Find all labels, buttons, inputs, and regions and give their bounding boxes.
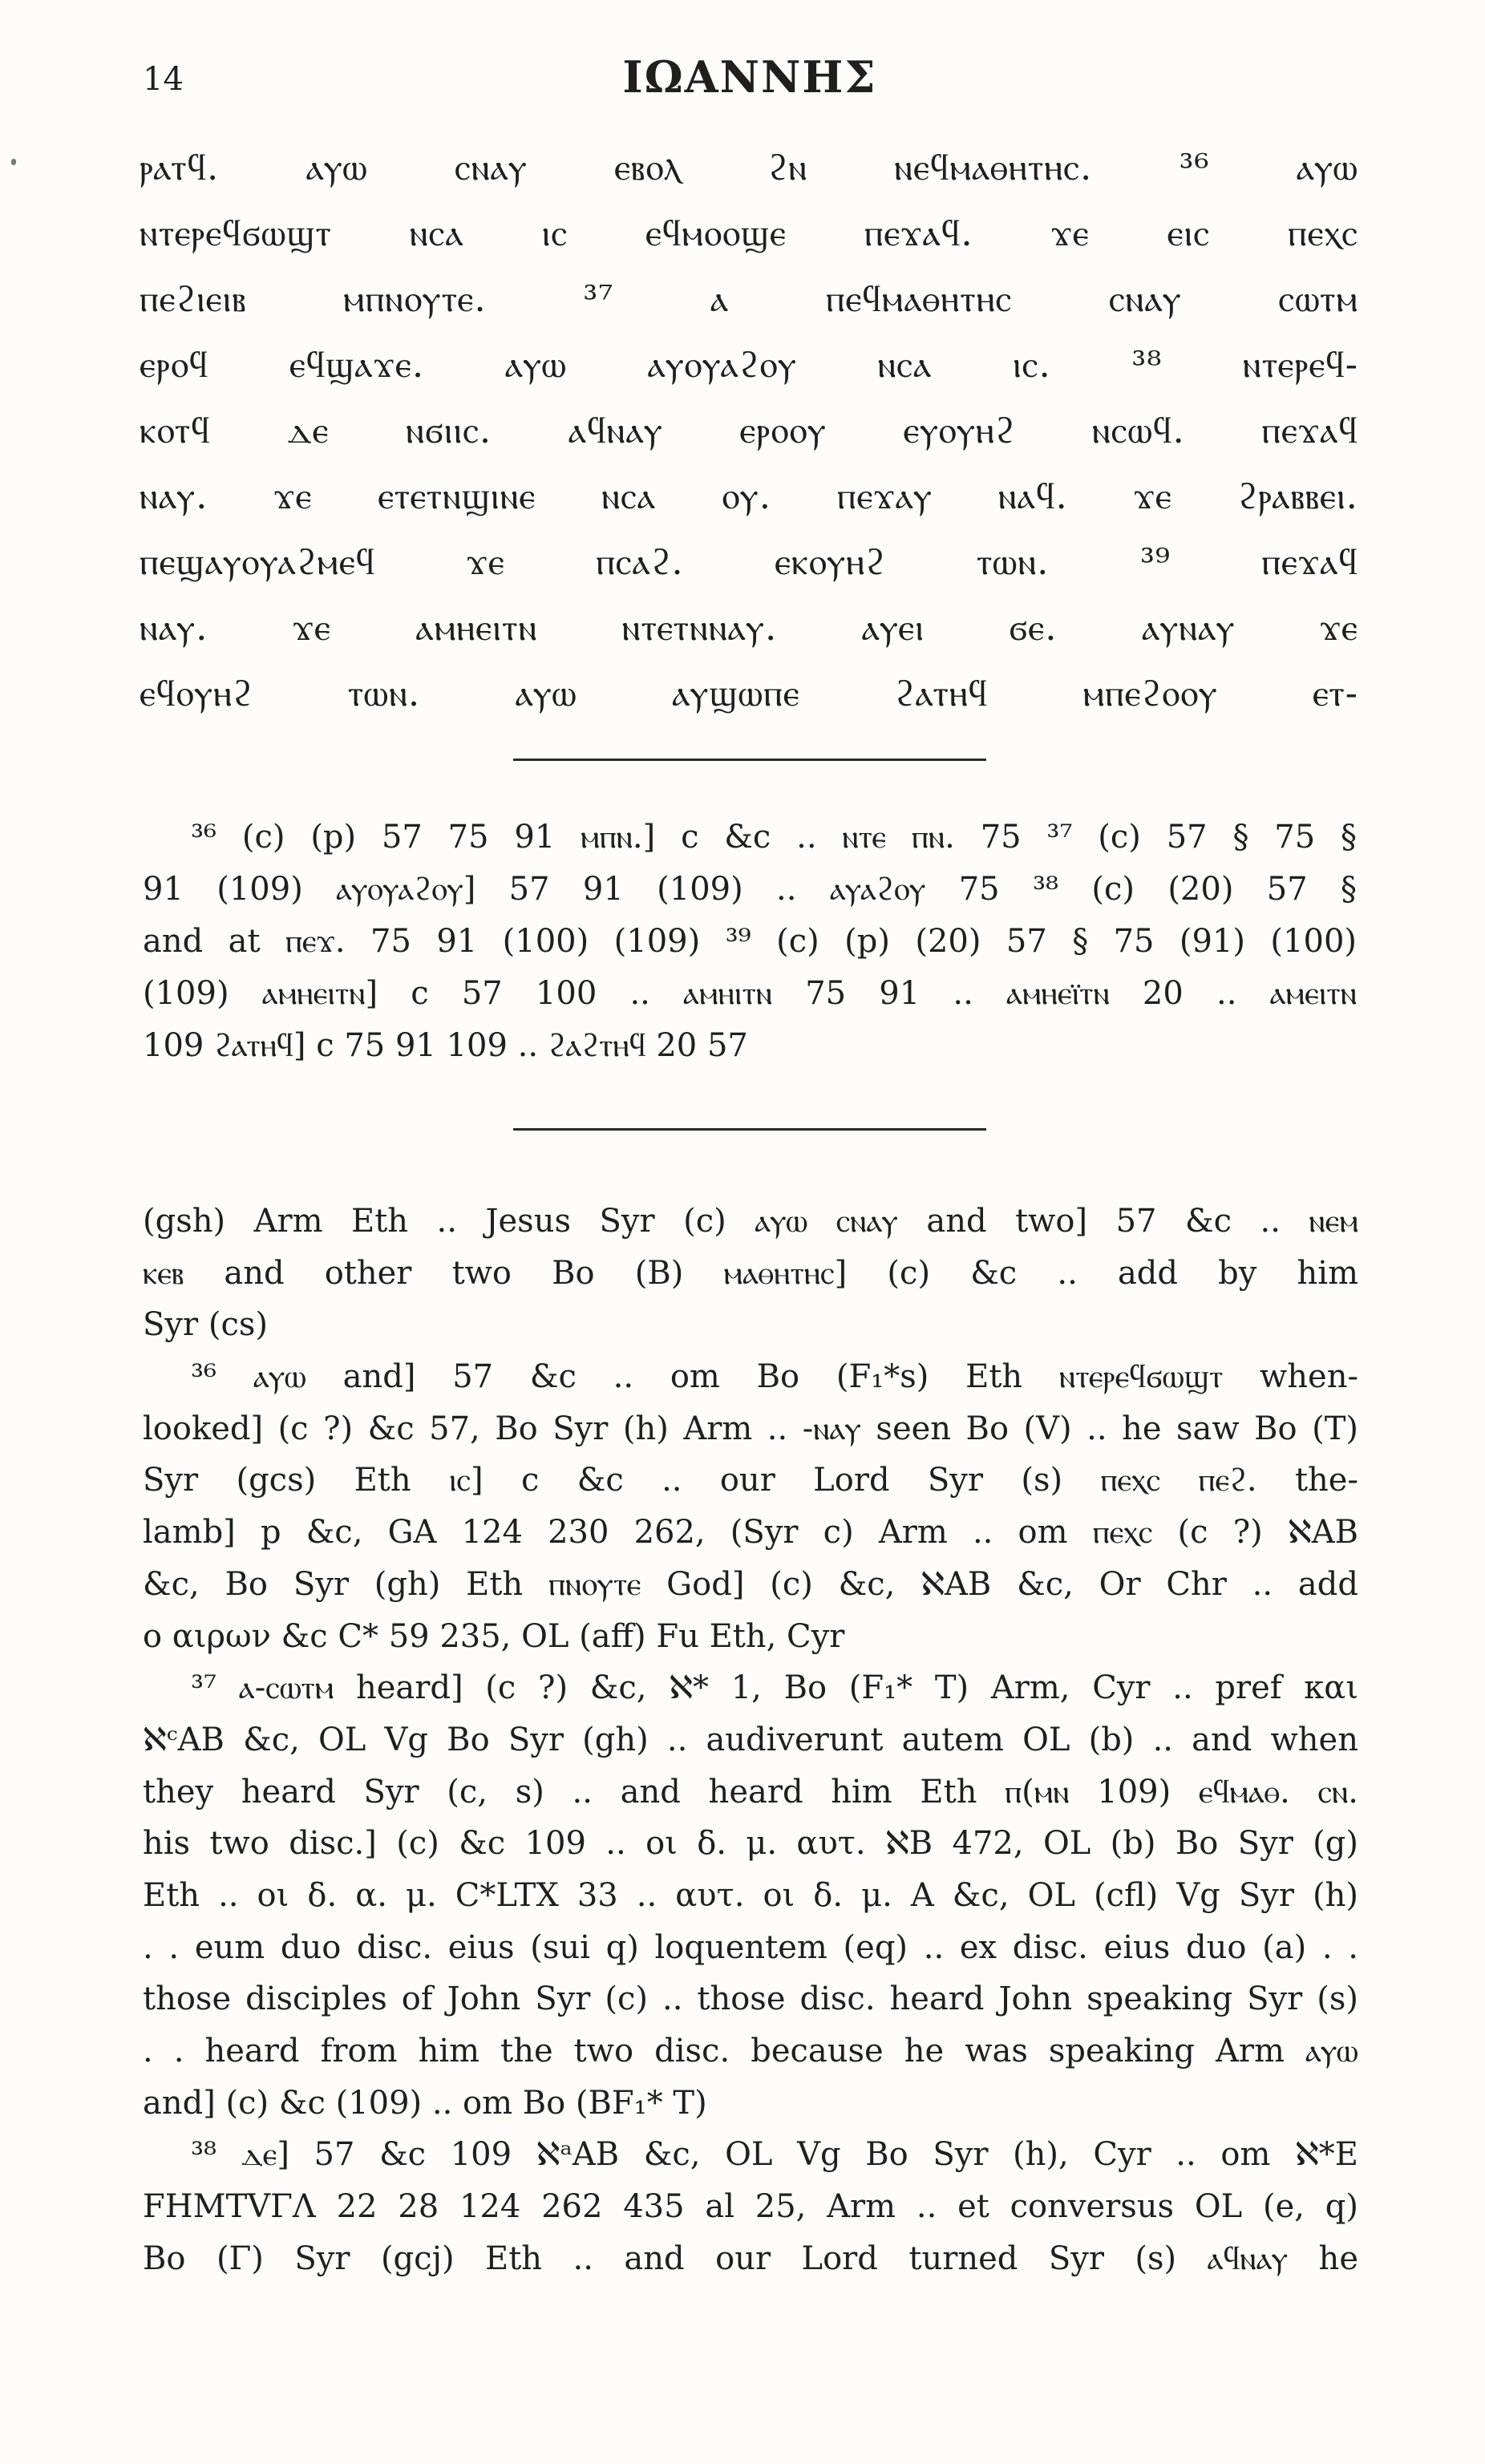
apparatus-line: and] (c) &c (109) .. om Bo (BF₁* T) bbox=[143, 2084, 707, 2122]
apparatus-line: those disciples of John Syr (c) .. those disc. heard John speaking Syr (s) bbox=[143, 1981, 1358, 2018]
apparatus-line: . . eum duo disc. eius (sui q) loquentem (eq) .. ex disc. eius duo (a) . . bbox=[143, 1928, 1358, 1966]
apparatus-line: looked] (c ?) &c 57, Bo Syr (h) Arm .. -ⲛⲁⲩ seen Bo (V) .. he saw Bo (T) bbox=[143, 1410, 1358, 1447]
text-line: ⲛⲁⲩ. ϫⲉ ⲁⲙⲏⲉⲓⲧⲛ ⲛⲧⲉⲧⲛⲛⲁⲩ. ⲁⲩⲉⲓ ϭⲉ. ⲁⲩⲛⲁⲩ ϫⲉ bbox=[140, 606, 1358, 649]
apparatus-line: 109 ϩⲁⲧⲏϥ] c 75 91 109 .. ϩⲁϩⲧⲏϥ 20 57 bbox=[143, 1027, 748, 1064]
apparatus-line: . . heard from him the two disc. because he was speaking Arm ⲁⲩⲱ bbox=[143, 2033, 1358, 2070]
text-line: ⲡⲉϩⲓⲉⲓⲃ ⲙⲡⲛⲟⲩⲧⲉ. ³⁷ ⲁ ⲡⲉϥⲙⲁⲑⲏⲧⲏⲥ ⲥⲛⲁⲩ ⲥⲱⲧⲙ bbox=[140, 277, 1358, 320]
apparatus-line: and at ⲡⲉϫ. 75 91 (100) (109) ³⁹ (c) (p) (20) 57 § 75 (91) (100) bbox=[143, 923, 1357, 960]
page-number: 14 bbox=[143, 61, 184, 98]
section-divider bbox=[513, 759, 986, 761]
apparatus-line: ³⁶ (c) (p) 57 75 91 ⲙⲡⲛ.] c &c .. ⲛⲧⲉ ⲡⲛ. 75 ³⁷ (c) 57 § 75 § bbox=[191, 819, 1357, 856]
text-line: ⲕⲟⲧϥ ⲇⲉ ⲛϭⲓⲓⲥ. ⲁϥⲛⲁⲩ ⲉⲣⲟⲟⲩ ⲉⲩⲟⲩⲏϩ ⲛⲥⲱϥ. ⲡⲉϫⲁϥ bbox=[140, 409, 1358, 451]
apparatus-line: Eth .. οι δ. α. μ. C*LTX 33 .. αυτ. οι δ. μ. A &c, OL (cfl) Vg Syr (h) bbox=[143, 1876, 1358, 1914]
apparatus-line: ℵᶜAB &c, OL Vg Bo Syr (gh) .. audiverunt autem OL (b) .. and when bbox=[143, 1721, 1358, 1758]
margin-mark bbox=[11, 159, 16, 165]
page-header bbox=[143, 47, 1357, 119]
main-text bbox=[140, 135, 1358, 726]
apparatus-line: they heard Syr (c, s) .. and heard him Eth ⲡ(ⲙⲛ 109) ⲉϥⲙⲁⲑ. ⲥⲛ. bbox=[143, 1773, 1358, 1811]
section-divider bbox=[513, 1128, 986, 1131]
text-line: ⲉⲣⲟϥ ⲉϥϣⲁϫⲉ. ⲁⲩⲱ ⲁⲩⲟⲩⲁϩⲟⲩ ⲛⲥⲁ ⲓⲥ. ³⁸ ⲛⲧⲉⲣⲉϥ- bbox=[140, 343, 1358, 386]
apparatus-line: ³⁶ ⲁⲩⲱ and] 57 &c .. om Bo (F₁*s) Eth ⲛⲧⲉⲣⲉϥϭⲱϣⲧ when- bbox=[191, 1358, 1358, 1396]
apparatus-line: &c, Bo Syr (gh) Eth ⲡⲛⲟⲩⲧⲉ God] (c) &c, ℵAB &c, Or Chr .. add bbox=[143, 1565, 1358, 1603]
apparatus-line: Syr (gcs) Eth ⲓⲥ] c &c .. our Lord Syr (s) ⲡⲉⲭⲥ ⲡⲉϩ. the- bbox=[143, 1462, 1358, 1499]
text-line: ⲡⲉϣⲁⲩⲟⲩⲁϩⲙⲉϥ ϫⲉ ⲡⲥⲁϩ. ⲉⲕⲟⲩⲏϩ ⲧⲱⲛ. ³⁹ ⲡⲉϫⲁϥ bbox=[140, 540, 1358, 583]
apparatus-line: (109) ⲁⲙⲏⲉⲓⲧⲛ] c 57 100 .. ⲁⲙⲏⲓⲧⲛ 75 91 .. ⲁⲙⲏⲉⲓ̈ⲧⲛ 20 .. ⲁⲙⲉⲓⲧⲛ bbox=[143, 975, 1357, 1012]
apparatus-line: ³⁸ ⲇⲉ] 57 &c 109 ℵᵃAB &c, OL Vg Bo Syr (h), Cyr .. om ℵ*E bbox=[191, 2136, 1358, 2174]
apparatus-line: lamb] p &c, GA 124 230 262, (Syr c) Arm .. om ⲡⲉⲭⲥ (c ?) ℵAB bbox=[143, 1514, 1358, 1552]
coptic-apparatus bbox=[143, 811, 1357, 1072]
text-line: ⲉϥⲟⲩⲏϩ ⲧⲱⲛ. ⲁⲩⲱ ⲁⲩϣⲱⲡⲉ ϩⲁⲧⲏϥ ⲙⲡⲉϩⲟⲟⲩ ⲉⲧ- bbox=[140, 672, 1358, 714]
text-line: ⲛⲧⲉⲣⲉϥϭⲱϣⲧ ⲛⲥⲁ ⲓⲥ ⲉϥⲙⲟⲟϣⲉ ⲡⲉϫⲁϥ. ϫⲉ ⲉⲓⲥ ⲡⲉⲭⲥ bbox=[140, 212, 1358, 254]
text-line: ⲣⲁⲧϥ. ⲁⲩⲱ ⲥⲛⲁⲩ ⲉⲃⲟⲗ ϩⲛ ⲛⲉϥⲙⲁⲑⲏⲧⲏⲥ. ³⁶ ⲁⲩⲱ bbox=[140, 146, 1358, 188]
apparatus-line: ³⁷ ⲁ-ⲥⲱⲧⲙ heard] (c ?) &c, ℵ* 1, Bo (F₁* T) Arm, Cyr .. pref και bbox=[191, 1669, 1358, 1707]
apparatus-line: 91 (109) ⲁⲩⲟⲩⲁϩⲟⲩ] 57 91 (109) .. ⲁⲩⲁϩⲟⲩ 75 ³⁸ (c) (20) 57 § bbox=[143, 871, 1357, 908]
apparatus-line: his two disc.] (c) &c 109 .. οι δ. μ. αυτ. ℵB 472, OL (b) Bo Syr (g) bbox=[143, 1825, 1358, 1863]
apparatus-line: (gsh) Arm Eth .. Jesus Syr (c) ⲁⲩⲱ ⲥⲛⲁⲩ and two] 57 &c .. ⲛⲉⲙ bbox=[143, 1203, 1358, 1240]
apparatus-line: Bo (Γ) Syr (gcj) Eth .. and our Lord turned Syr (s) ⲁϥⲛⲁⲩ he bbox=[143, 2239, 1358, 2277]
apparatus-line: ο αιρων &c C* 59 235, OL (aff) Fu Eth, Cyr bbox=[143, 1617, 845, 1655]
apparatus-line: Syr (cs) bbox=[143, 1306, 268, 1344]
apparatus-line: ⲕⲉⲃ and other two Bo (B) ⲙⲁⲑⲏⲧⲏⲥ] (c) &c .. add by him bbox=[143, 1254, 1358, 1292]
apparatus-line: FHMTVΓΛ 22 28 124 262 435 al 25, Arm .. et conversus OL (e, q) bbox=[143, 2188, 1358, 2226]
text-line: ⲛⲁⲩ. ϫⲉ ⲉⲧⲉⲧⲛϣⲓⲛⲉ ⲛⲥⲁ ⲟⲩ. ⲡⲉϫⲁⲩ ⲛⲁϥ. ϫⲉ ϩⲣⲁⲃⲃⲉⲓ. bbox=[140, 475, 1358, 517]
page-title: ΙΩΑΝΝΗΣ bbox=[622, 51, 877, 103]
versions-apparatus bbox=[143, 1196, 1358, 2284]
